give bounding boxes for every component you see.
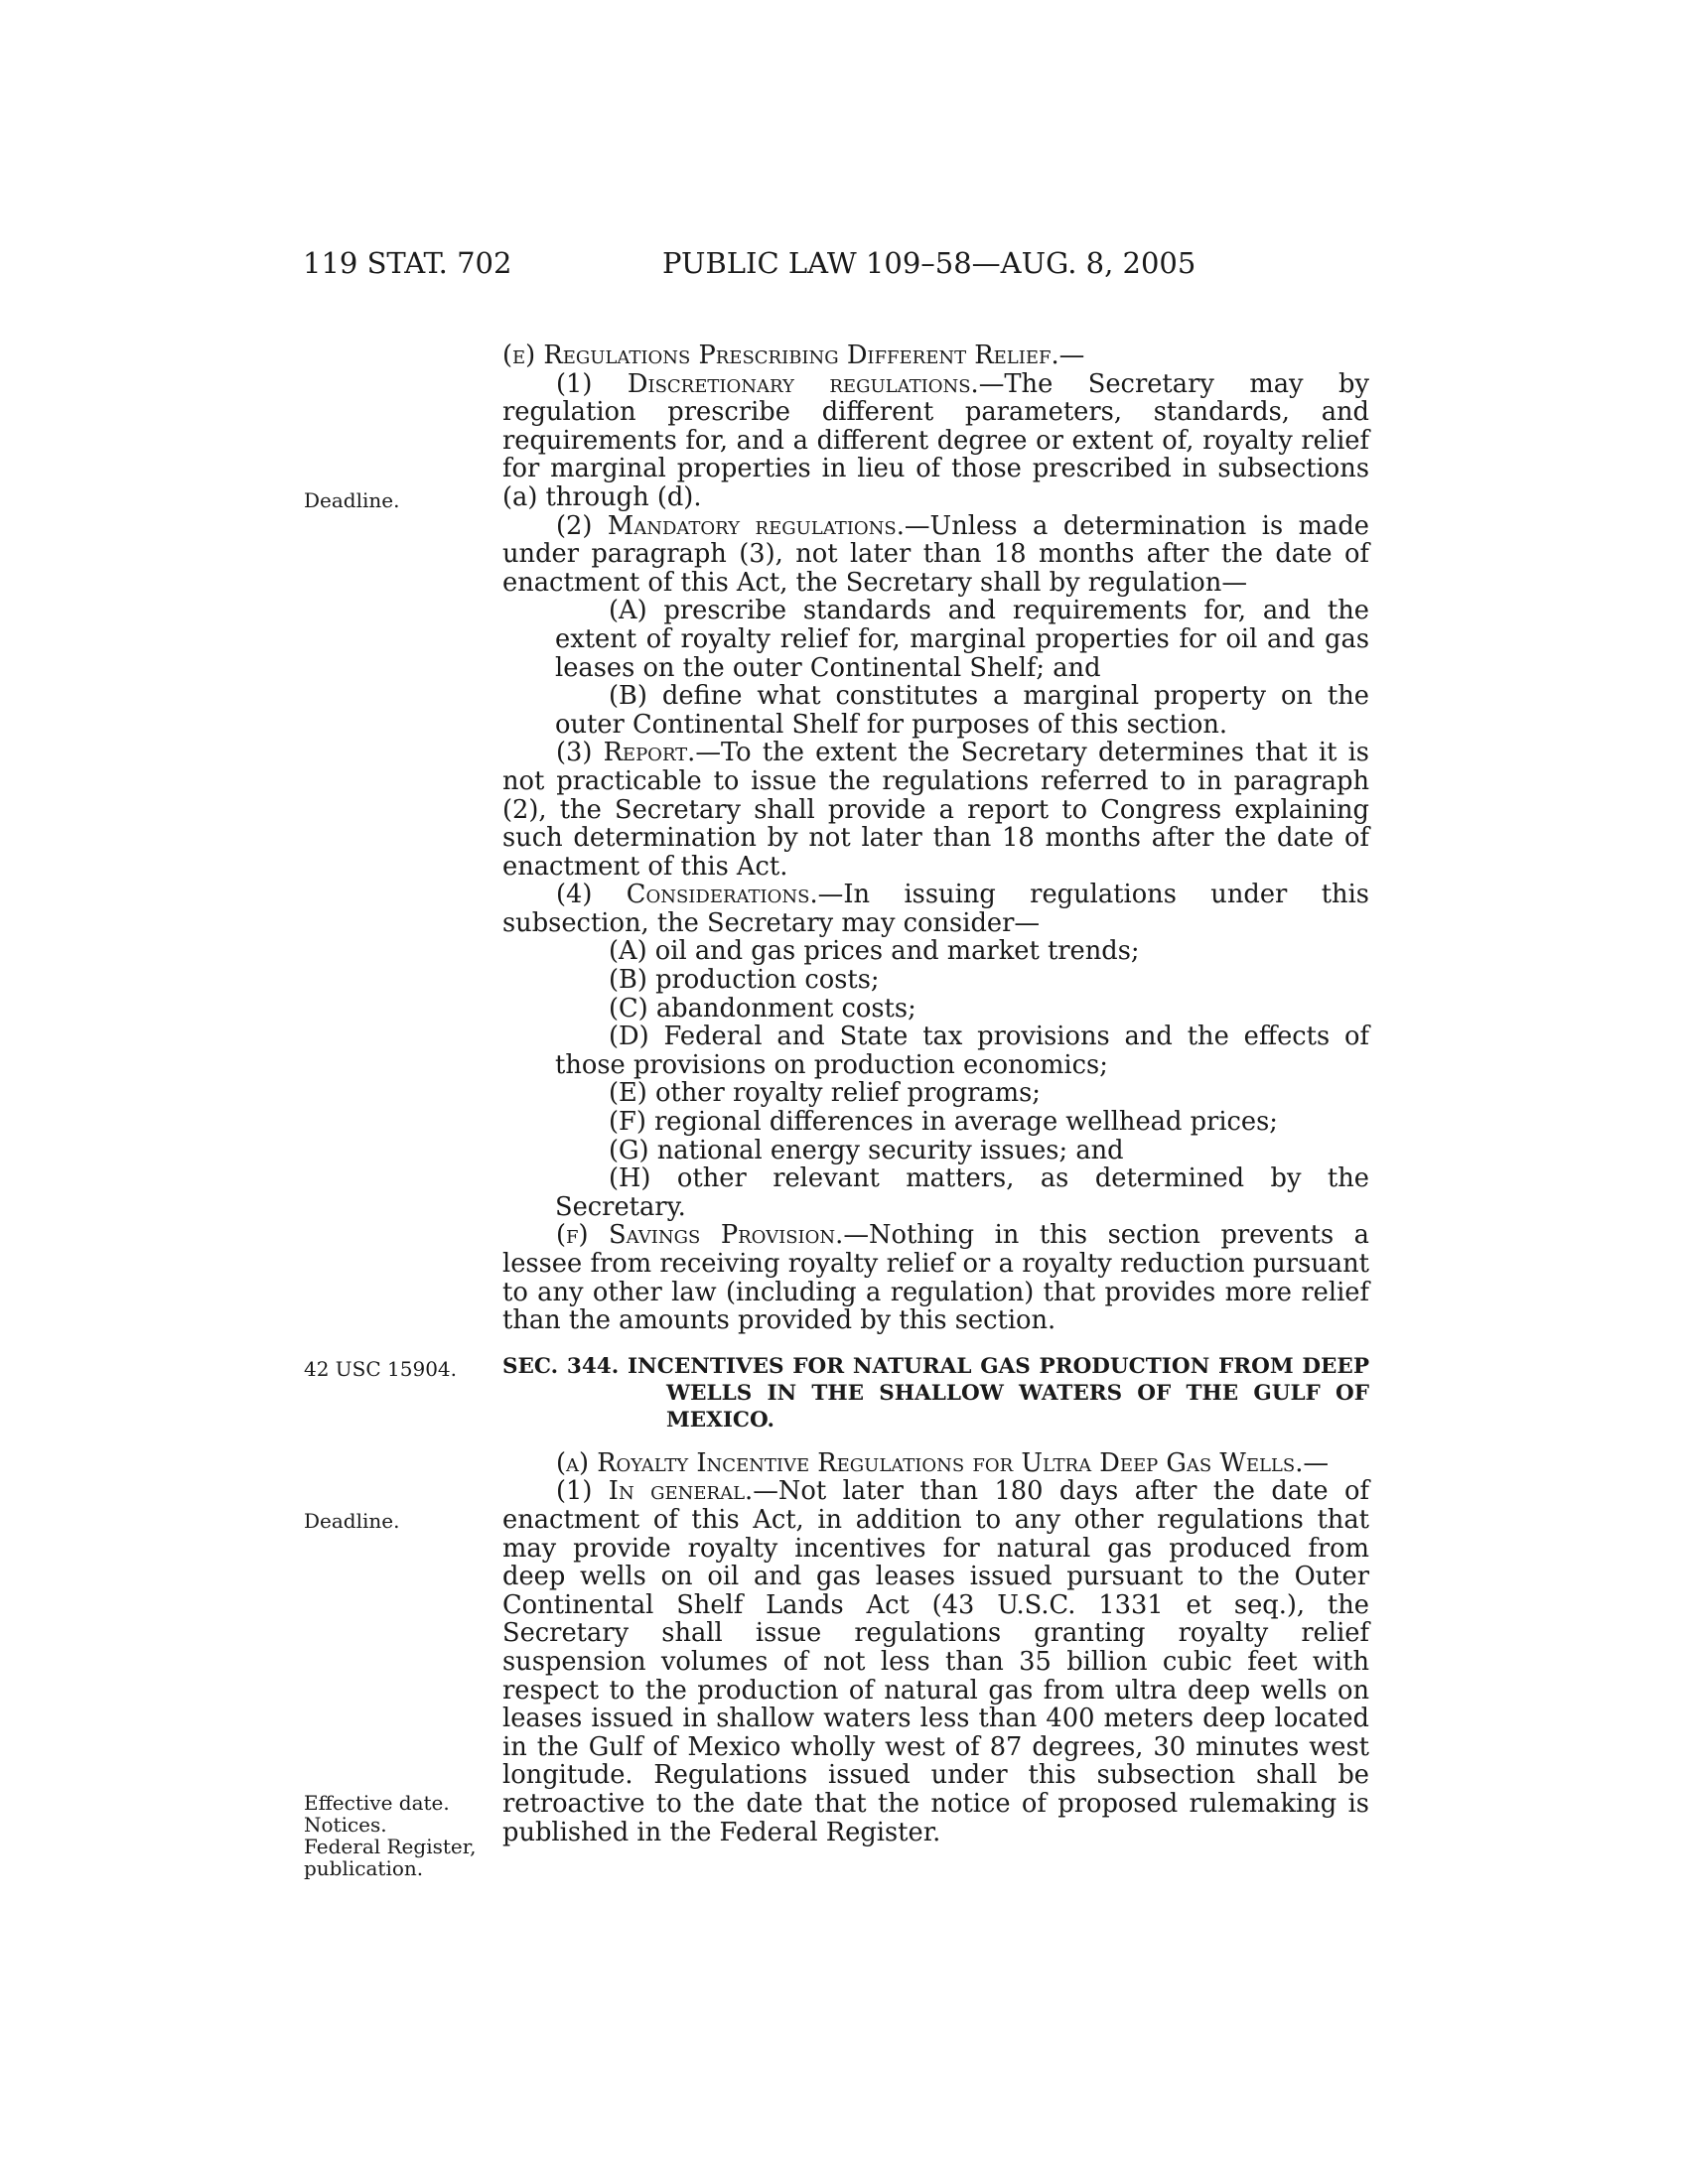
margin-note-line: Effective date. (304, 1791, 450, 1815)
statute-body (502, 341, 1369, 1846)
paragraph-text: —To the extent the Secretary determines that it is not practicable to issue the regulations referred to in paragraph (2), the Secretary shall provide a report to Congress explaining such determination by not later than 18 months after the date of enactment of this Act. (502, 738, 1369, 882)
paragraph-text: —The Secretary may by regulation prescribe different parameters, standards, and requirements for, and a different degree or extent of, royalty relief for marginal properties in lieu of those prescribed in subsections (a) through (d). (502, 368, 1369, 512)
paragraph-label: (1) In general. (556, 1476, 754, 1507)
subparagraph-e4c: (C) abandonment costs; (609, 993, 916, 1024)
paragraph-text: —In issuing regulations under this subsection, the Secretary may consider— (502, 880, 1369, 938)
margin-note-line: Federal Register, (304, 1835, 477, 1858)
running-header (0, 246, 1688, 286)
stat-page-number: 119 STAT. 702 (303, 246, 512, 280)
paragraph-text: —Nothing in this section prevents a lessee from receiving royalty relief or a royalty reduction pursuant to any other law (including a regulation) that provides more relief than the amounts provided by this section. (502, 1220, 1369, 1336)
subsection-e-heading: (e) Regulations Prescribing Different Relief.— (502, 341, 1085, 370)
paragraph-a1 (502, 1477, 1369, 1846)
subparagraph-e4g: (G) national energy security issues; and (609, 1135, 1124, 1165)
subparagraph-e4e: (E) other royalty relief programs; (609, 1078, 1041, 1109)
margin-note-line: Notices. (304, 1813, 387, 1837)
paragraph-label: (4) Considerations. (556, 880, 818, 910)
paragraph-e4 (502, 881, 1369, 937)
margin-note-deadline: Deadline. (304, 1509, 400, 1533)
paragraph-text: —Unless a determination is made under paragraph (3), not later than 18 months after the date of enactment of this Act, the Secretary shall by regulation— (502, 510, 1369, 598)
subparagraph-e2b: (B) define what constitutes a marginal property on the outer Continental Shelf for purposes of this section. (555, 681, 1369, 740)
subsection-f (502, 1221, 1369, 1334)
subparagraph-e4a: (A) oil and gas prices and market trends; (609, 936, 1140, 967)
section-344-heading: SEC. 344. INCENTIVES FOR NATURAL GAS PRODUCTION FROM DEEP WELLS IN THE SHALLOW WATERS OF THE GULF OF MEXICO. (502, 1353, 1369, 1433)
paragraph-text: —Not later than 180 days after the date of enactment of this Act, in addition to any other regulations that may provide royalty incentives for natural gas produced from deep wells on oil and gas leases issued pursuant to the Outer Continental Shelf Lands Act (43 U.S.C. 1331 et seq.), the Secretary shall issue regulations granting royalty relief suspension volumes of not less than 35 billion cubic feet with respect to the production of natural gas from ultra deep wells on leases issued in shallow waters less than 400 meters deep located in the Gulf of Mexico wholly west of 87 degrees, 30 minutes west longitude. Regulations issued under this subsection shall be retroactive to the date that the notice of proposed rulemaking is published in the Federal Register. (502, 1476, 1369, 1847)
paragraph-label: (3) Report. (556, 738, 696, 768)
subparagraph-e4h: (H) other relevant matters, as determined by the Secretary. (555, 1163, 1369, 1222)
subparagraph-e4f: (F) regional differences in average wellhead prices; (609, 1107, 1278, 1138)
paragraph-label: (f) Savings Provision. (556, 1220, 844, 1251)
paragraph-e2 (502, 512, 1369, 598)
margin-note-line: publication. (304, 1856, 424, 1880)
margin-note-deadline: Deadline. (304, 488, 400, 512)
subparagraph-e2a: (A) prescribe standards and requirements for, and the extent of royalty relief for, marginal properties for oil and gas leases on the outer Continental Shelf; and (555, 596, 1369, 683)
subsection-a-heading: (a) Royalty Incentive Regulations for Ultra Deep Gas Wells.— (556, 1447, 1330, 1478)
margin-note-usc: 42 USC 15904. (304, 1357, 458, 1381)
margin-note-effective-date (304, 1792, 502, 1879)
subparagraph-e4d: (D) Federal and State tax provisions and the effects of those provisions on production economics; (555, 1022, 1369, 1080)
paragraph-label: (1) Discretionary regulations. (556, 368, 979, 399)
paragraph-e1 (502, 370, 1369, 512)
public-law-title: PUBLIC LAW 109–58—AUG. 8, 2005 (662, 246, 1196, 280)
paragraph-label: (2) Mandatory regulations. (556, 510, 905, 541)
paragraph-e3 (502, 739, 1369, 881)
subparagraph-e4b: (B) production costs; (609, 965, 880, 996)
